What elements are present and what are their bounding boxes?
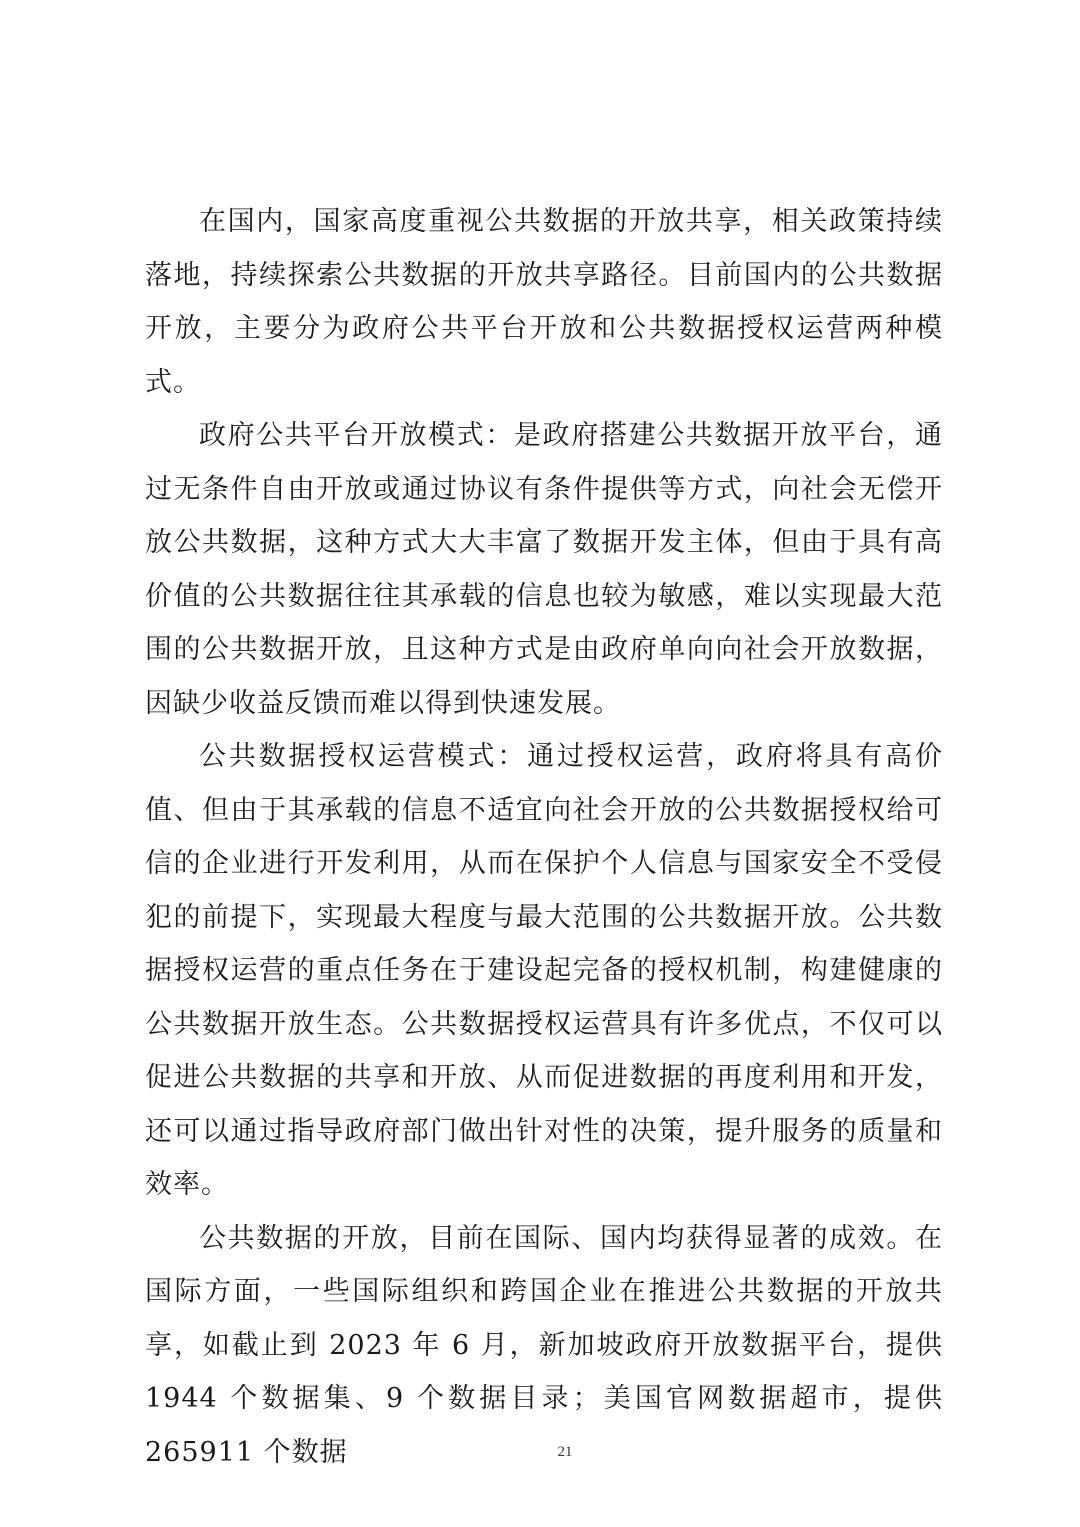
paragraph-government-platform-mode: 政府公共平台开放模式：是政府搭建公共数据开放平台，通过无条件自由开放或通过协议有条件提供等方式，向社会无偿开放公共数据，这种方式大大丰富了数据开发主体，但由于具有高价值的公共数据往往其承载的信息也较为敏感，难以实现最大范围的公共数据开放，且这种方式是由政府单向向社会开放数据，因缺少收益反馈而难以得到快速发展。 bbox=[145, 420, 943, 719]
paragraph-open-data-results: 公共数据的开放，目前在国际、国内均获得显著的成效。在国际方面，一些国际组织和跨国企业在推进公共数据的开放共享，如截止到 2023 年 6 月，新加坡政府开放数据平台，提供 1944 个数据集、9 个数据目录；美国官网数据超市，提供 265911 个数据 bbox=[145, 1222, 943, 1468]
paragraph-domestic-open-data: 在国内，国家高度重视公共数据的开放共享，相关政策持续落地，持续探索公共数据的开放共享路径。目前国内的公共数据开放，主要分为政府公共平台开放和公共数据授权运营两种模式。 bbox=[145, 206, 943, 398]
page-number: 21 bbox=[557, 1444, 573, 1460]
paragraph-authorized-operation-mode: 公共数据授权运营模式：通过授权运营，政府将具有高价值、但由于其承载的信息不适宜向社会开放的公共数据授权给可信的企业进行开发利用，从而在保护个人信息与国家安全不受侵犯的前提下，实现最大程度与最大范围的公共数据开放。公共数据授权运营的重点任务在于建设起完备的授权机制，构建健康的公共数据开放生态。公共数据授权运营具有许多优点，不仅可以促进公共数据的共享和开放、从而促进数据的再度利用和开发，还可以通过指导政府部门做出针对性的决策，提升服务的质量和效率。 bbox=[145, 741, 943, 1200]
body-text bbox=[145, 195, 943, 1479]
